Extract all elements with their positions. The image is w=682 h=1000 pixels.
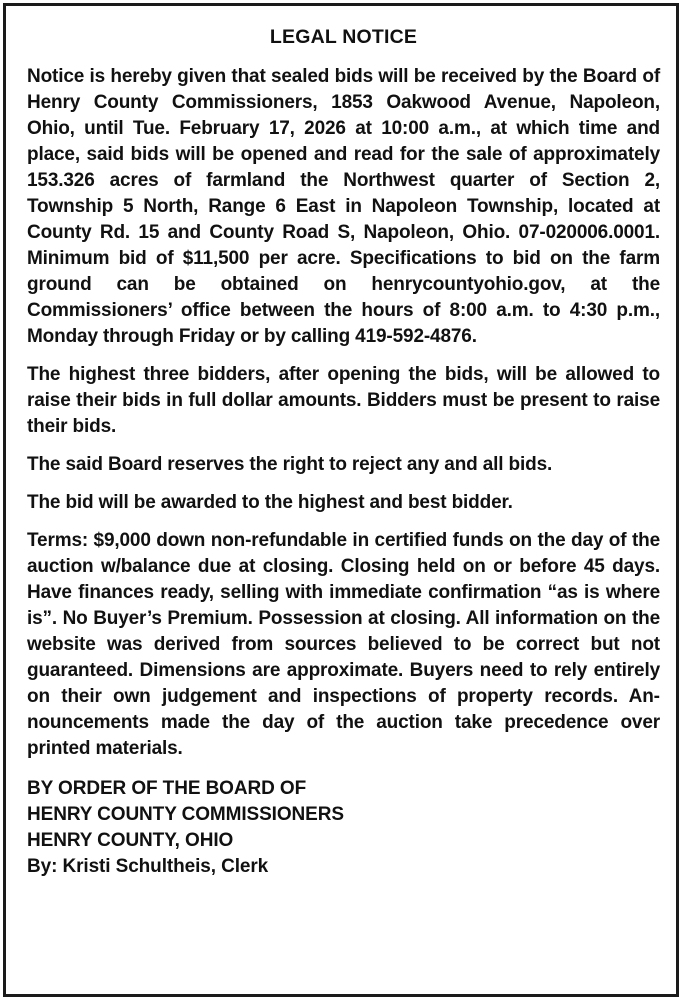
notice-paragraph-reserve-right: The said Board reserves the right to reject any and all bids. [27, 454, 553, 475]
signature-line-clerk: By: Kristi Schultheis, Clerk [27, 856, 269, 877]
legal-notice [27, 20, 660, 880]
notice-title: LEGAL NOTICE [269, 26, 418, 48]
signature-line-commissioners: HENRY COUNTY COMMISSIONERS [27, 804, 344, 825]
notice-paragraph-top-bidders: The highest three bidders, after opening the bids, will be allowed to raise their bids in full dollar amounts. Bidders must be present to raise their bids. [27, 364, 660, 437]
notice-paragraph-bid-details: Notice is hereby given that sealed bids will be received by the Board of Henry County Commissioners, 1853 Oakwood Avenue, Napoleon, Ohio, until Tue. February 17, 2026 at 10:00 a.m., at which time and place, said bids will be opened and read for the sale of approximately 153.326 acres of farmland the Northwest quarter of Section 2, Township 5 North, Range 6 East in Napoleon Township, located at County Rd. 15 and County Road S, Napoleon, Ohio. 07-020006.0001. Minimum bid of $11,500 per acre. Specifications to bid on the farm ground can be obtained on henrycountyohio.gov, at the Commissioners’ office between the hours of 8:00 a.m. to 4:30 p.m., Monday through Friday or by calling 419-592-4876. [27, 66, 660, 347]
signature-line-county: HENRY COUNTY, OHIO [27, 830, 234, 851]
signature-block [27, 776, 660, 880]
notice-paragraph-terms: Terms: $9,000 down non-refundable in certified funds on the day of the auction w/balance due at closing. Closing held on or before 45 days. Have finances ready, selling with immediate confirmation “as is where is”. No Buyer’s Premium. Possession at closing. All information on the website was derived from sources believed to be correct but not guaranteed. Dimensions are approximate. Buyers need to rely entirely on their own judgement and inspections of property records. Announcements made the day of the auction take precedence over printed materials. [27, 530, 660, 759]
signature-line-order: BY ORDER OF THE BOARD OF [27, 778, 307, 799]
notice-border [3, 3, 679, 997]
notice-paragraph-award: The bid will be awarded to the highest and best bidder. [27, 492, 513, 513]
